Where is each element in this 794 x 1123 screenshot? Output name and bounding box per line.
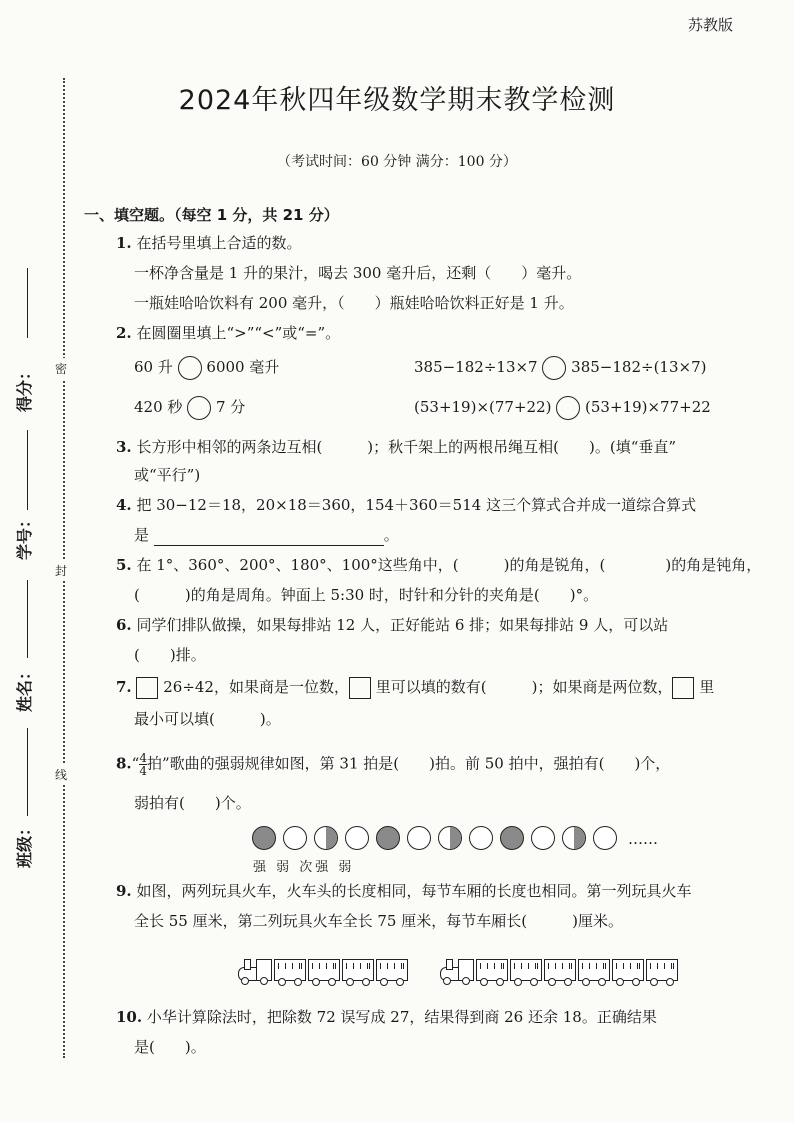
beat-ellipsis: …… [628, 830, 658, 848]
seal-char-xian: 线 [55, 764, 67, 785]
beat-weak-circle [407, 826, 431, 850]
question-4-line-2: 是 。 [134, 526, 399, 544]
question-8-line-2: 弱拍有( )个。 [134, 794, 251, 812]
beat-weak-circle [345, 826, 369, 850]
beat-sub-circle [314, 826, 338, 850]
page-title: 2024年秋四年级数学期末教学检测 [178, 85, 616, 116]
question-7-prompt: 7. 26÷42，如果商是一位数， 里可以填的数有( )；如果商是两位数， 里 [116, 676, 714, 699]
question-9-prompt: 9. 如图，两列玩具火车，火车头的长度相同，每节车厢的长度也相同。第一列玩具火车 [116, 882, 692, 900]
beat-weak-circle [283, 826, 307, 850]
locomotive-icon [238, 959, 270, 979]
question-5-prompt: 5. 在 1°、360°、200°、180°、100°这些角中，( )的角是锐角，( )的角是钝角， [116, 556, 762, 574]
time-signature-fraction: $\frac{4}{4}$ [139, 751, 147, 778]
question-6-line-2: ( )排。 [134, 646, 206, 664]
answer-box[interactable] [349, 677, 371, 699]
beat-strong-circle [500, 826, 524, 850]
question-10-prompt: 10. 小华计算除法时，把除数 72 误写成 27，结果得到商 26 还余 18。正确结果 [116, 1008, 657, 1026]
score-line [27, 268, 28, 338]
class-label: 班级： [15, 819, 34, 868]
beat-sub-circle [438, 826, 462, 850]
question-10-line-2: 是( )。 [134, 1038, 206, 1056]
beat-weak-circle [593, 826, 617, 850]
question-number: 1. [116, 234, 132, 252]
answer-circle[interactable] [178, 356, 202, 380]
question-3-prompt: 3. 长方形中相邻的两条边互相( )；秋千架上的两根吊绳互相( )。(填“垂直” [116, 438, 677, 456]
question-2-compare-a: 60 升 6000 毫升 [134, 356, 279, 380]
answer-circle[interactable] [187, 396, 211, 420]
train-car [544, 959, 576, 981]
name-label: 姓名： [15, 663, 34, 712]
locomotive-icon [440, 959, 472, 979]
question-1-item-b: 一瓶娃哈哈饮料有 200 毫升，（ ）瓶娃哈哈饮料正好是 1 升。 [134, 294, 574, 312]
train-car [476, 959, 508, 981]
question-1-item-a: 一杯净含量是 1 升的果汁，喝去 300 毫升后，还剩（ ）毫升。 [134, 264, 582, 282]
train-car [578, 959, 610, 981]
answer-blank[interactable] [154, 529, 384, 546]
beat-strong-circle [252, 826, 276, 850]
question-1-prompt: 1. 在括号里填上合适的数。 [116, 234, 302, 252]
answer-circle[interactable] [542, 356, 566, 380]
train-car [274, 959, 306, 981]
score-label: 得分： [15, 363, 34, 412]
answer-circle[interactable] [556, 396, 580, 420]
beat-strong-circle [376, 826, 400, 850]
name-line [27, 580, 28, 658]
question-9-line-2: 全长 55 厘米，第二列玩具火车全长 75 厘米，每节车厢长( )厘米。 [134, 912, 623, 930]
train-car [308, 959, 340, 981]
question-2-prompt: 2. 在圆圈里填上“>”“<”或“=”。 [116, 324, 341, 342]
question-6-prompt: 6. 同学们排队做操，如果每排站 12 人，正好能站 6 排；如果每排站 9 人，可以站 [116, 616, 669, 634]
class-line [27, 728, 28, 816]
question-7-line-2: 最小可以填( )。 [134, 710, 281, 728]
answer-box[interactable] [672, 677, 694, 699]
beat-sub-circle [562, 826, 586, 850]
beat-weak-circle [531, 826, 555, 850]
edition-label: 苏教版 [688, 16, 734, 34]
train-car [510, 959, 542, 981]
student-id-label: 学号： [15, 511, 34, 560]
seal-char-feng: 封 [55, 560, 67, 581]
train-car [612, 959, 644, 981]
question-2-compare-c: 420 秒 7 分 [134, 396, 245, 420]
answer-box[interactable] [136, 677, 158, 699]
question-2-compare-b: 385−182÷13×7 385−182÷(13×7) [414, 356, 706, 380]
question-3-line-2: 或“平行”) [134, 466, 201, 484]
student-id-line [27, 430, 28, 510]
exam-info: （考试时间：60 分钟 满分：100 分） [277, 154, 517, 170]
section-1-heading: 一、填空题。（每空 1 分，共 21 分） [84, 206, 339, 224]
train-car [376, 959, 408, 981]
train-car [342, 959, 374, 981]
beat-labels: 强 弱 次强 弱 [253, 860, 355, 875]
train-car [646, 959, 678, 981]
question-2-compare-d: (53+19)×(77+22) (53+19)×77+22 [414, 396, 711, 420]
question-8-prompt: 8.“ $\frac{4}{4}$ 拍”歌曲的强弱规律如图，第 31 拍是( )拍。前 50 拍中，强拍有( )个， [116, 751, 671, 778]
question-4-prompt: 4. 把 30−12＝18，20×18＝360，154＋360＝514 这三个算式合并成一道综合算式 [116, 496, 697, 514]
question-5-line-2: ( )的角是周角。钟面上 5:30 时，时针和分针的夹角是( )°。 [134, 586, 599, 604]
beat-weak-circle [469, 826, 493, 850]
seal-char-mi: 密 [55, 358, 67, 379]
